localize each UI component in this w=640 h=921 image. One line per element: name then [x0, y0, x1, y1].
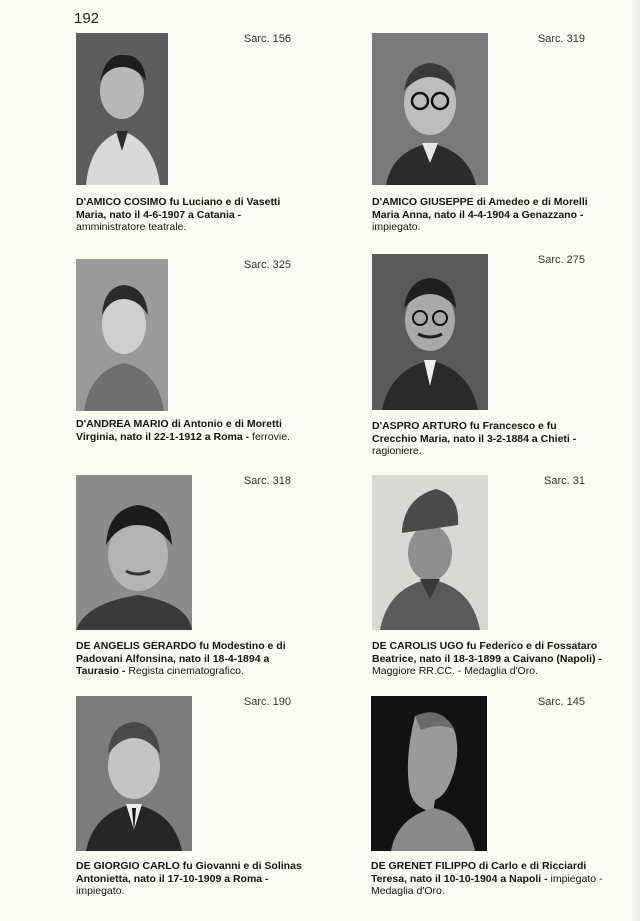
person-name: D'ASPRO ARTURO — [372, 420, 467, 432]
entry-caption — [372, 640, 604, 678]
person-name: D'AMICO GIUSEPPE — [372, 196, 474, 208]
portrait-photo — [76, 33, 168, 185]
portrait-illustration — [371, 696, 487, 851]
portrait-photo — [76, 259, 168, 411]
portrait-illustration — [76, 475, 192, 630]
person-details: di Carlo e di Ricciardi Teresa, nato il 10-10-1904 a Napoli - — [371, 860, 587, 885]
person-occupation: ragioniere. — [372, 445, 422, 457]
sarcophagus-number: Sarc. 156 — [243, 33, 291, 45]
person-name: DE CAROLIS UGO — [372, 640, 464, 652]
portrait-photo — [371, 696, 487, 851]
person-occupation: impiegato. — [76, 885, 125, 897]
person-details: di Antonio e di Moretti Virginia, nato il 22-1-1912 a Roma - — [76, 418, 282, 443]
person-name: DE GIORGIO CARLO — [76, 860, 180, 872]
portrait-illustration — [372, 33, 488, 185]
person-details: fu Luciano e di Vasetti Maria, nato il 4-6-1907 a Catania - — [76, 196, 281, 221]
person-name: DE GRENET FILIPPO — [371, 860, 477, 872]
person-name: D'ANDREA MARIO — [76, 418, 169, 430]
person-occupation: ferrovie. — [252, 430, 290, 443]
entry-caption — [76, 640, 308, 678]
person-details: fu Giovanni e di Solinas Antonietta, nato il 17-10-1909 a Roma - — [76, 860, 302, 885]
sarcophagus-number: Sarc. 190 — [243, 696, 291, 708]
portrait-illustration — [372, 475, 488, 630]
sarcophagus-number: Sarc. 145 — [537, 696, 585, 708]
person-occupation: amministratore teatrale. — [76, 221, 187, 233]
page-number: 192 — [74, 10, 100, 27]
person-occupation: impiegato - Medaglia d'Oro. — [371, 872, 603, 897]
portrait-illustration — [76, 259, 168, 411]
portrait-illustration — [76, 33, 168, 185]
person-name: DE ANGELIS GERARDO — [76, 640, 197, 652]
sarcophagus-number: Sarc. 319 — [537, 33, 585, 45]
portrait-photo — [76, 696, 192, 851]
sarcophagus-number: Sarc. 275 — [537, 254, 585, 266]
person-occupation: Maggiore RR.CC. - Medaglia d'Oro. — [372, 665, 538, 677]
entry-caption — [76, 196, 308, 234]
person-occupation: Regista cinematografico. — [128, 665, 244, 677]
entry-caption — [371, 860, 603, 898]
entry-caption — [372, 196, 604, 234]
entry-caption — [76, 418, 308, 443]
portrait-photo — [372, 475, 488, 630]
entry-caption — [372, 420, 604, 458]
portrait-photo — [372, 33, 488, 185]
sarcophagus-number: Sarc. 325 — [243, 259, 291, 271]
person-details: fu Modestino e di Padovani Alfonsina, nato il 18-4-1894 a Taurasio - — [76, 640, 286, 677]
entry-caption — [76, 860, 308, 898]
person-occupation: impiegato. — [372, 221, 421, 233]
person-name: D'AMICO COSIMO — [76, 196, 167, 208]
sarcophagus-number: Sarc. 318 — [243, 475, 291, 487]
sarcophagus-number: Sarc. 31 — [544, 475, 585, 487]
person-details: di Amedeo e di Morelli Maria Anna, nato il 4-4-1904 a Genazzano - — [372, 196, 588, 221]
portrait-illustration — [372, 254, 488, 410]
portrait-photo — [76, 475, 192, 630]
person-details: fu Federico e di Fossataro Beatrice, nato il 18-3-1899 a Caivano (Napoli) - — [372, 640, 602, 665]
portrait-photo — [372, 254, 488, 410]
portrait-illustration — [76, 696, 192, 851]
page-edge-shadow — [630, 0, 640, 921]
person-details: fu Francesco e fu Crecchio Maria, nato il 3-2-1884 a Chieti - — [372, 420, 577, 445]
